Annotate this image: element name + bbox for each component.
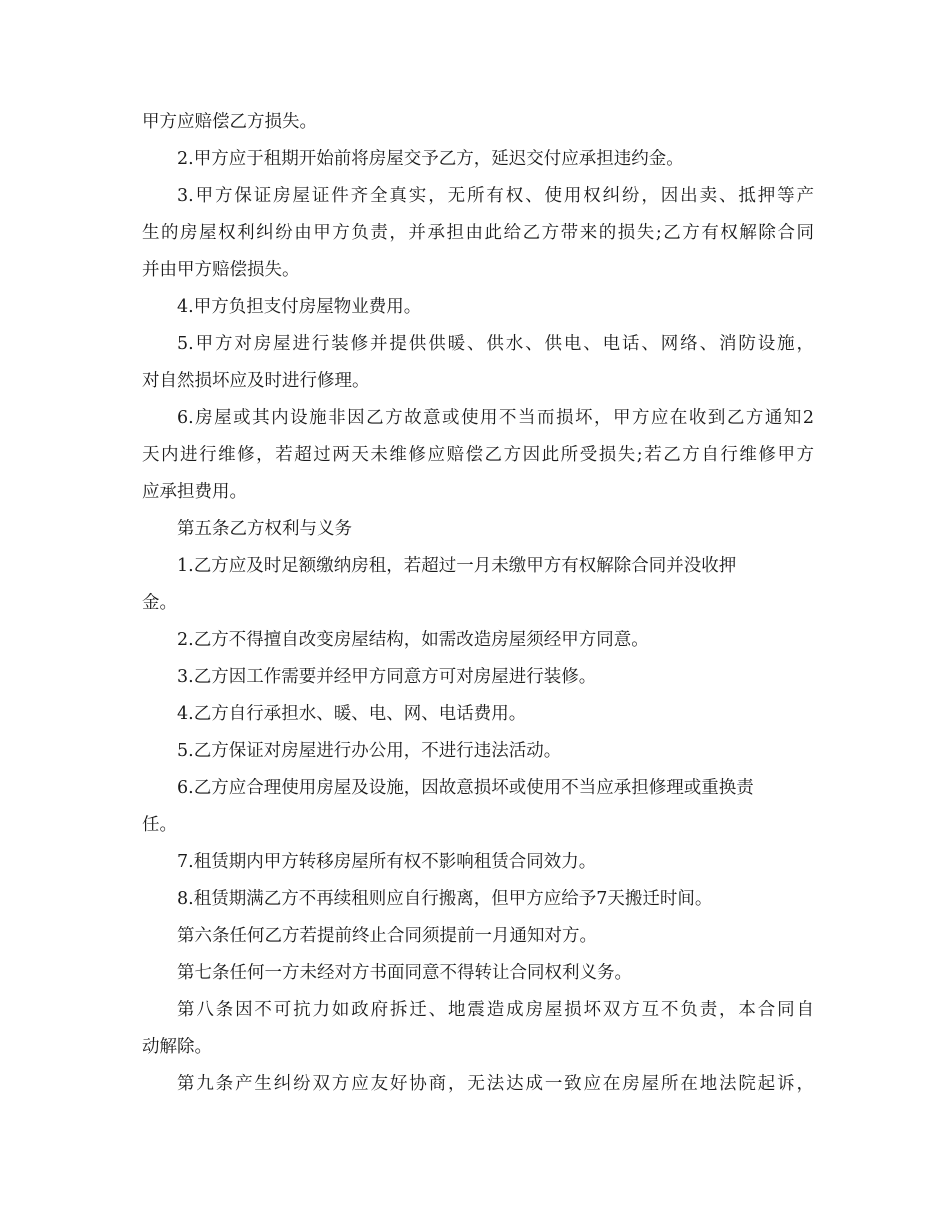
section-heading: 第九条产生纠纷双方应友好协商，无法达成一致应在房屋所在地法院起诉， [177, 1074, 814, 1094]
text-line: 应承担费用。 [142, 482, 247, 502]
text-line: 1.乙方应及时足额缴纳房租，若超过一月未缴甲方有权解除合同并没收押 [177, 556, 737, 576]
text-line: 2.甲方应于租期开始前将房屋交予乙方，延迟交付应承担违约金。 [177, 149, 684, 169]
text-line: 天内进行维修，若超过两天未维修应赔偿乙方因此所受损失;若乙方自行维修甲方 [142, 445, 814, 465]
text-line: 4.甲方负担支付房屋物业费用。 [177, 297, 422, 317]
text-line: 甲方应赔偿乙方损失。 [142, 112, 317, 132]
text-line: 生的房屋权利纠纷由甲方负责，并承担由此给乙方带来的损失;乙方有权解除合同 [142, 223, 814, 243]
text-line: 动解除。 [142, 1037, 212, 1057]
section-heading: 第六条任何乙方若提前终止合同须提前一月通知对方。 [177, 926, 597, 946]
text-line: 7.租赁期内甲方转移房屋所有权不影响租赁合同效力。 [177, 852, 597, 872]
text-line: 6.乙方应合理使用房屋及设施，因故意损坏或使用不当应承担修理或重换责 [177, 778, 754, 798]
section-heading: 第七条任何一方未经对方书面同意不得转让合同权利义务。 [177, 963, 632, 983]
text-line: 对自然损坏应及时进行修理。 [142, 371, 370, 391]
text-line: 2.乙方不得擅自改变房屋结构，如需改造房屋须经甲方同意。 [177, 630, 649, 650]
text-line: 并由甲方赔偿损失。 [142, 260, 300, 280]
text-line: 5.乙方保证对房屋进行办公用，不进行违法活动。 [177, 741, 562, 761]
text-line: 4.乙方自行承担水、暖、电、网、电话费用。 [177, 704, 527, 724]
text-line: 金。 [142, 593, 177, 613]
text-line: 3.乙方因工作需要并经甲方同意方可对房屋进行装修。 [177, 667, 597, 687]
text-line: 任。 [142, 815, 177, 835]
section-heading: 第八条因不可抗力如政府拆迁、地震造成房屋损坏双方互不负责，本合同自 [177, 1000, 814, 1020]
text-line: 6.房屋或其内设施非因乙方故意或使用不当而损坏，甲方应在收到乙方通知2 [177, 408, 814, 428]
text-line: 8.租赁期满乙方不再续租则应自行搬离，但甲方应给予7天搬迁时间。 [177, 889, 713, 909]
section-heading: 第五条乙方权利与义务 [177, 519, 352, 539]
text-line: 5.甲方对房屋进行装修并提供供暖、供水、供电、电话、网络、消防设施， [177, 334, 814, 354]
text-line: 3.甲方保证房屋证件齐全真实，无所有权、使用权纠纷，因出卖、抵押等产 [177, 186, 814, 206]
